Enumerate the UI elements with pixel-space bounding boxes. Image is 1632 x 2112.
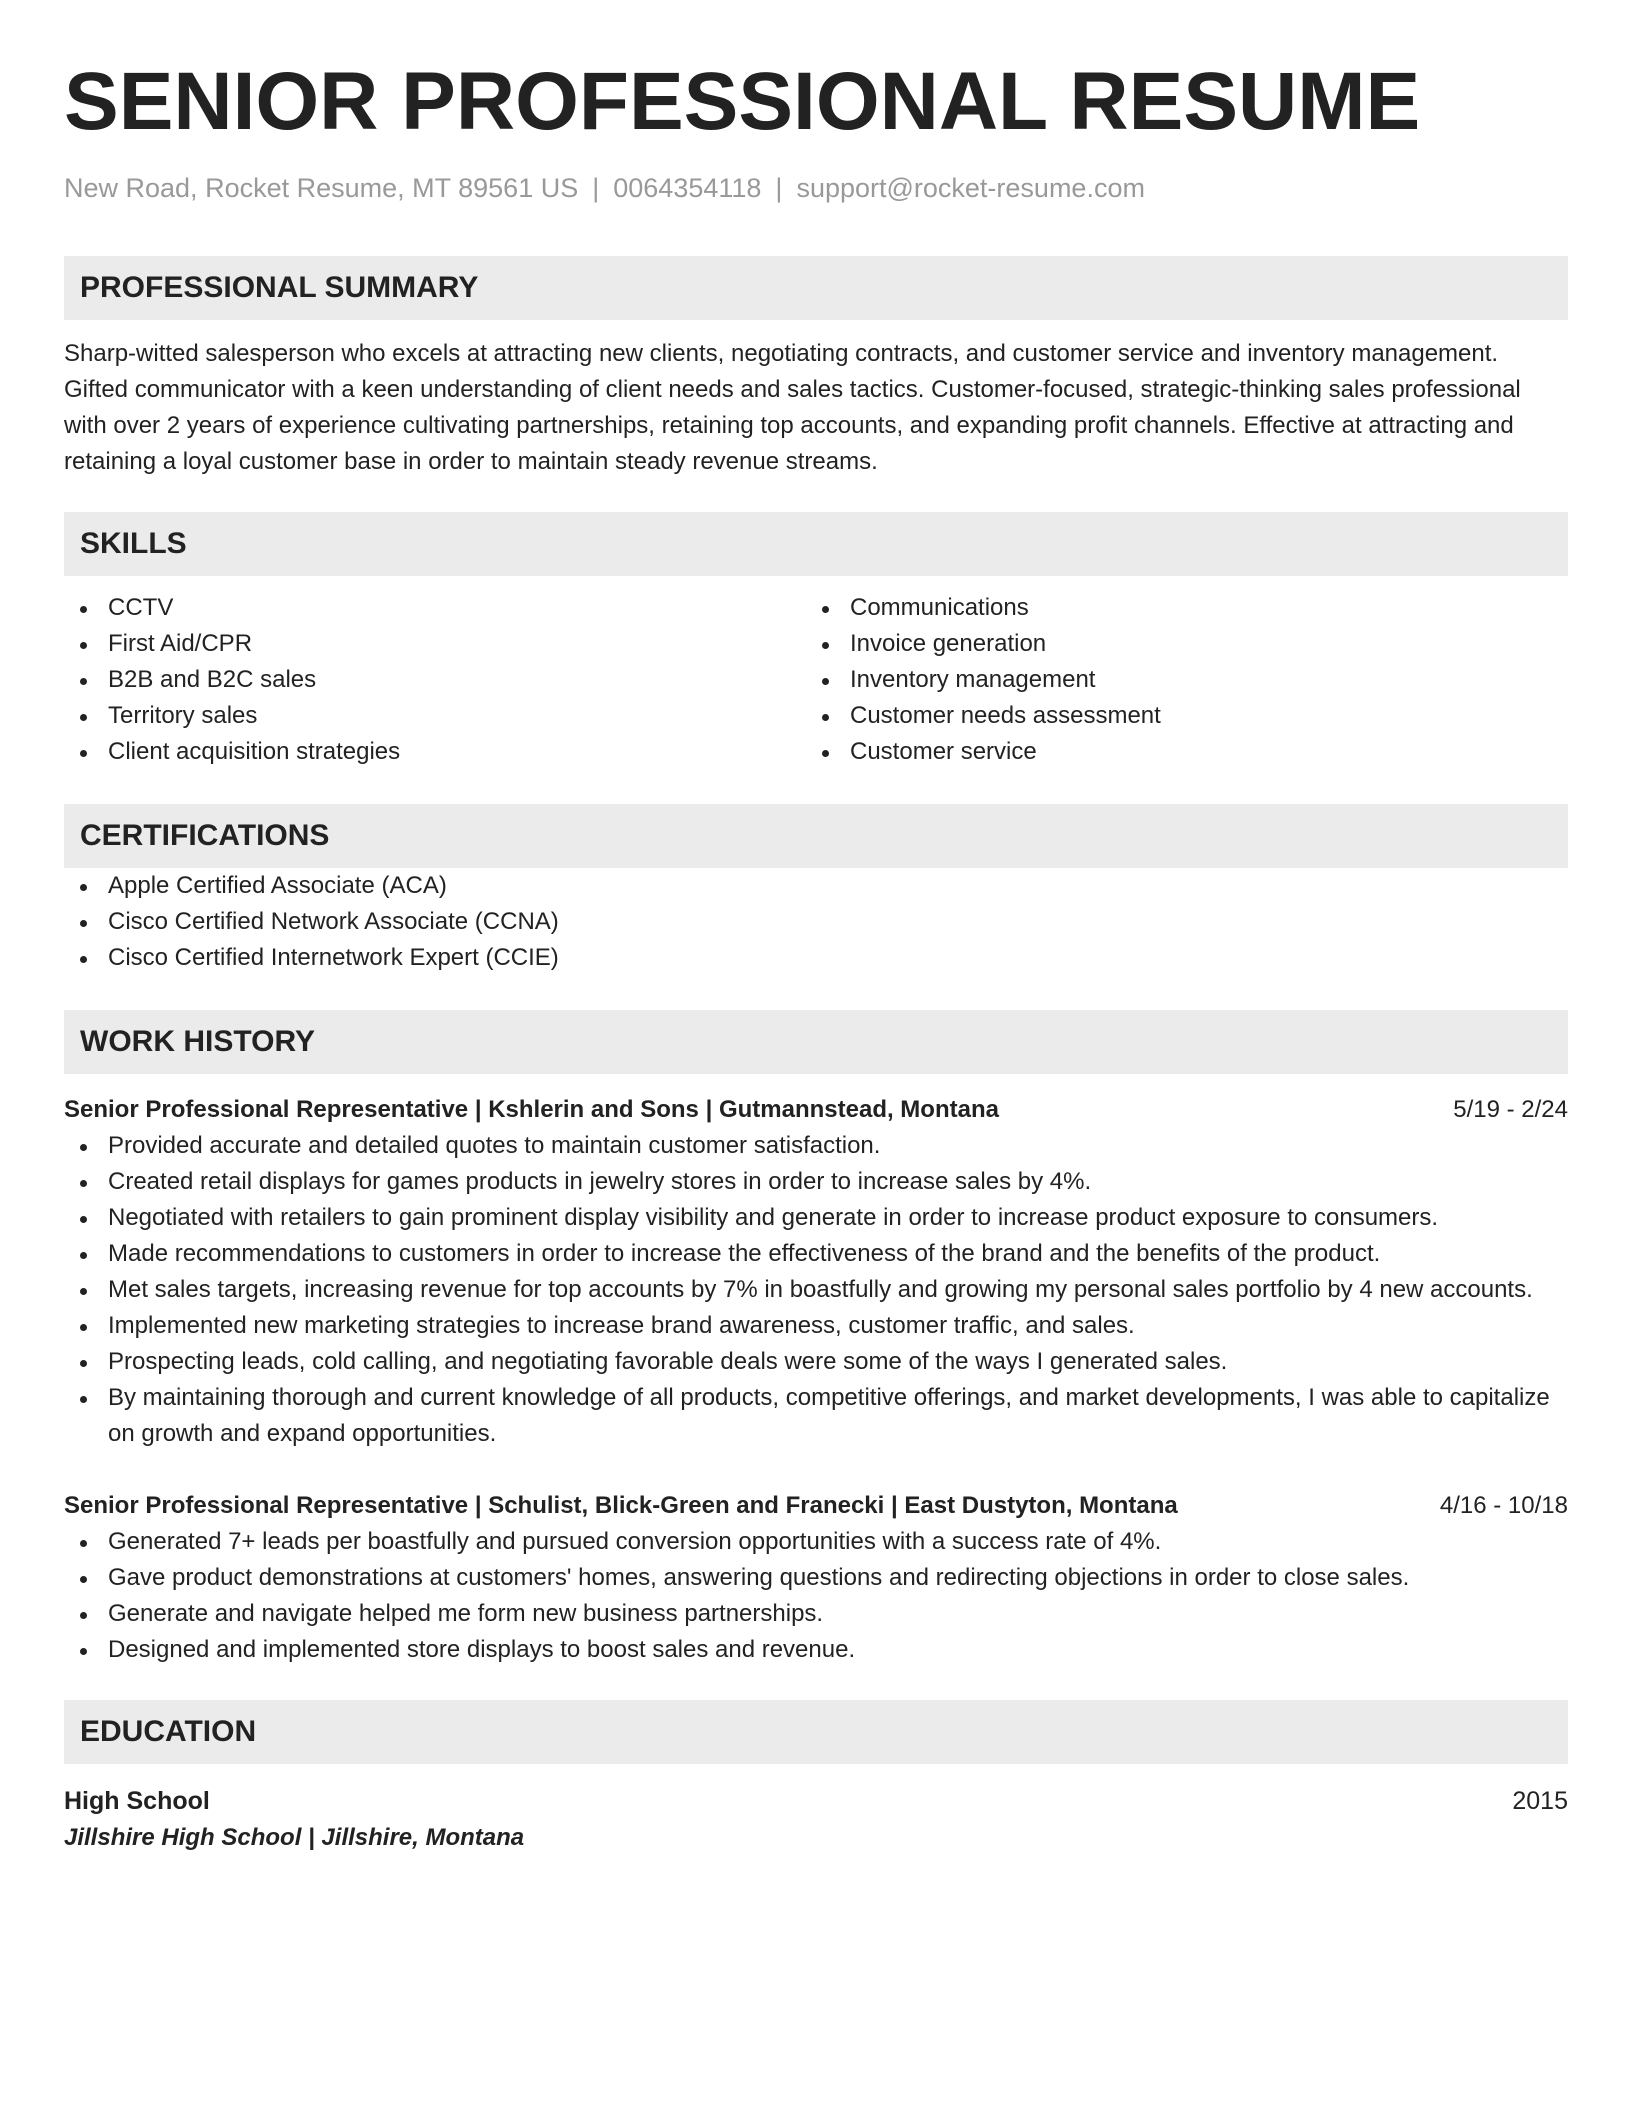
contact-line bbox=[64, 170, 1568, 206]
contact-separator: | bbox=[592, 173, 600, 203]
section-header-certifications: CERTIFICATIONS bbox=[64, 804, 1568, 868]
skill-item: Client acquisition strategies bbox=[64, 734, 806, 770]
job-dates: 5/19 - 2/24 bbox=[1453, 1096, 1568, 1123]
job-heading: Senior Professional Representative | Schulist, Blick-Green and Franecki | East Dustyton, Montana bbox=[64, 1492, 1178, 1519]
contact-phone: 0064354118 bbox=[613, 173, 762, 203]
job-bullet: Created retail displays for games products in jewelry stores in order to increase sales by 4%. bbox=[64, 1164, 1568, 1200]
job-bullet: Designed and implemented store displays to boost sales and revenue. bbox=[64, 1632, 1568, 1668]
section-header-summary: PROFESSIONAL SUMMARY bbox=[64, 256, 1568, 320]
job-dates: 4/16 - 10/18 bbox=[1439, 1492, 1568, 1519]
skill-item: Communications bbox=[806, 590, 1548, 626]
job-bullet: Negotiated with retailers to gain prominent display visibility and generate in order to increase product exposure to consumers. bbox=[64, 1200, 1568, 1236]
skill-item: First Aid/CPR bbox=[64, 626, 806, 662]
job-heading-row bbox=[64, 1488, 1568, 1524]
education-heading-row bbox=[64, 1782, 1568, 1820]
skill-item: Customer service bbox=[806, 734, 1548, 770]
job-entry bbox=[64, 1092, 1568, 1452]
job-bullet: Provided accurate and detailed quotes to maintain customer satisfaction. bbox=[64, 1128, 1568, 1164]
job-bullets bbox=[64, 1128, 1568, 1452]
education-year: 2015 bbox=[1512, 1787, 1568, 1815]
contact-email: support@rocket-resume.com bbox=[796, 173, 1145, 203]
education-degree: High School bbox=[64, 1787, 210, 1815]
section-header-education: EDUCATION bbox=[64, 1700, 1568, 1764]
section-header-work-history: WORK HISTORY bbox=[64, 1010, 1568, 1074]
education-entry bbox=[64, 1782, 1568, 1856]
skill-item: Invoice generation bbox=[806, 626, 1548, 662]
skills-grid bbox=[64, 590, 1568, 770]
job-bullet: Prospecting leads, cold calling, and negotiating favorable deals were some of the ways I generated sales. bbox=[64, 1344, 1568, 1380]
job-entry bbox=[64, 1488, 1568, 1668]
job-bullet: Generated 7+ leads per boastfully and pursued conversion opportunities with a success rate of 4%. bbox=[64, 1524, 1568, 1560]
skill-item: Territory sales bbox=[64, 698, 806, 734]
job-bullet: Made recommendations to customers in order to increase the effectiveness of the brand and the benefits of the product. bbox=[64, 1236, 1568, 1272]
skills-column-right bbox=[806, 590, 1548, 770]
skill-item: B2B and B2C sales bbox=[64, 662, 806, 698]
section-header-skills: SKILLS bbox=[64, 512, 1568, 576]
summary-text: Sharp-witted salesperson who excels at attracting new clients, negotiating contracts, and customer service and inventory management. Gifted communicator with a keen understanding of client needs and sales tactics. Customer-focused, strategic-thinking sales professional with over 2 years of experience cultivating partnerships, retaining top accounts, and expanding profit channels. Effective at attracting and retaining a loyal customer base in order to maintain steady revenue streams. bbox=[64, 340, 1521, 475]
certification-item: Cisco Certified Internetwork Expert (CCIE) bbox=[64, 940, 1568, 976]
job-bullet: Met sales targets, increasing revenue for top accounts by 7% in boastfully and growing my personal sales portfolio by 4 new accounts. bbox=[64, 1272, 1568, 1308]
skill-item: CCTV bbox=[64, 590, 806, 626]
resume-title: SENIOR PROFESSIONAL RESUME bbox=[64, 56, 1421, 147]
skills-column-left bbox=[64, 590, 806, 770]
certification-item: Apple Certified Associate (ACA) bbox=[64, 868, 1568, 904]
skill-item: Inventory management bbox=[806, 662, 1548, 698]
job-bullet: By maintaining thorough and current knowledge of all products, competitive offerings, and market developments, I was able to capitalize on growth and expand opportunities. bbox=[64, 1380, 1568, 1452]
job-heading-row bbox=[64, 1092, 1568, 1128]
skill-item: Customer needs assessment bbox=[806, 698, 1548, 734]
certifications-list bbox=[64, 868, 1568, 976]
job-bullet: Implemented new marketing strategies to increase brand awareness, customer traffic, and sales. bbox=[64, 1308, 1568, 1344]
certification-item: Cisco Certified Network Associate (CCNA) bbox=[64, 904, 1568, 940]
job-bullet: Gave product demonstrations at customers' homes, answering questions and redirecting objections in order to close sales. bbox=[64, 1560, 1568, 1596]
contact-separator: | bbox=[775, 173, 783, 203]
education-school: Jillshire High School | Jillshire, Montana bbox=[64, 1824, 525, 1851]
job-bullet: Generate and navigate helped me form new business partnerships. bbox=[64, 1596, 1568, 1632]
job-bullets bbox=[64, 1524, 1568, 1668]
contact-address: New Road, Rocket Resume, MT 89561 US bbox=[64, 173, 579, 203]
job-heading: Senior Professional Representative | Kshlerin and Sons | Gutmannstead, Montana bbox=[64, 1096, 999, 1123]
